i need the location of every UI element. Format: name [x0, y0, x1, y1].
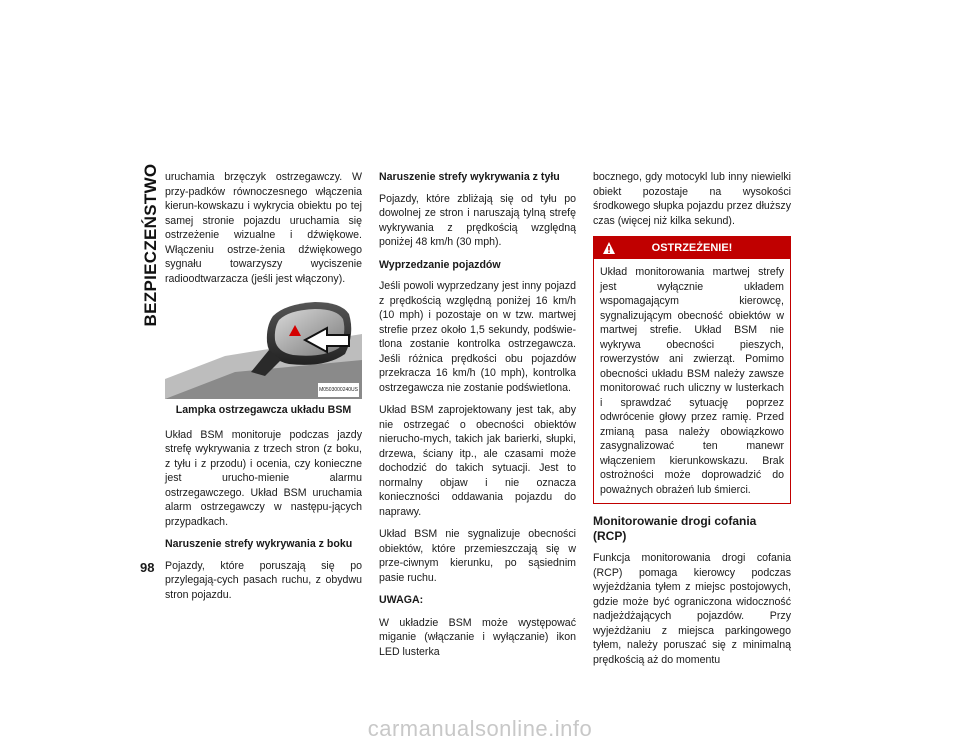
- note-text: W układzie BSM może występować miganie (włączanie i wyłączanie) ikon LED lusterka: [379, 616, 576, 658]
- column-1: [165, 170, 362, 610]
- footer-watermark: carmanualsonline.info: [367, 716, 593, 741]
- paragraph: Układ BSM zaprojektowany jest tak, aby nie ostrzegać o obecności obiektów nierucho-mych, takich jak barierki, słupki, drzewa, ściany itp., ale czasami może dochodzić do takich sytuacji. Jest to normalny objaw i nie oznacza konieczności oddawania pojazdu do naprawy.: [379, 404, 576, 518]
- page-number: 98: [140, 560, 155, 575]
- subheading: Wyprzedzanie pojazdów: [379, 258, 501, 271]
- column-3: [593, 170, 791, 675]
- warning-text: Układ monitorowania martwej strefy jest wyłącznie układem wspomagającym kierowcę, sygnalizującym obecność obiektów w martwej strefie. Układ BSM nie wykrywa obecności pieszych, rowerzystów ani zwierząt. Pomimo obecności układu BSM należy zawsze monitorować ruch uliczny w lusterkach i sprawdzać sytuację poprzez odwrócenie głowy przez ramię. Przed zmianą pasa należy obowiązkowo zasygnalizować ten manewr włączeniem kierunkowskazu. Brak ostrożności może doprowadzić do poważnych obrażeń lub śmierci.: [600, 266, 784, 496]
- section-side-title: [140, 160, 162, 330]
- subheading: Naruszenie strefy wykrywania z tyłu: [379, 171, 560, 183]
- mirror-warning-image: [165, 294, 362, 399]
- note-label: UWAGA:: [379, 594, 424, 606]
- column-2: [379, 170, 576, 667]
- section-side-title-text: BEZPIECZEŃSTWO: [141, 163, 160, 327]
- subheading: Naruszenie strefy wykrywania z boku: [165, 538, 353, 550]
- paragraph: Funkcja monitorowania drogi cofania (RCP) pomaga kierowcy podczas wyjeżdżania tyłem z miejsc postojowych, gdzie może być ograniczona widoczność nadjeżdżających pojazdów. Przy wyjeżdżaniu z miejsca parkingowego tyłem, należy poruszać się z minimalną prędkością aż do momentu: [593, 552, 791, 666]
- image-caption: Lampka ostrzegawcza układu BSM: [175, 404, 352, 416]
- paragraph: uruchamia brzęczyk ostrzegawczy. W przy-padków równoczesnego włączenia kierun-kowskazu i wykrycia obiektu po tej samej stronie pojazdu uruchamia się ostrzeżenie wizualne i dźwiękowe. Włączeniu ostrze-żenia dźwiękowego sygnału towarzyszy wyciszenie radioodtwarzacza (jeśli jest włączony).: [165, 171, 362, 285]
- warning-title: OSTRZEŻENIE!: [651, 242, 733, 254]
- warning-box: [593, 236, 791, 504]
- image-code: M0503000240US: [318, 383, 359, 398]
- warning-header: [594, 237, 790, 259]
- paragraph: Pojazdy, które poruszają się po przylegają-cych pasach ruchu, z obydwu stron pojazdu.: [165, 559, 362, 601]
- paragraph: Jeśli powoli wyprzedzany jest inny pojazd z prędkością względną poniżej 16 km/h (10 mph) i pozostaje on w tzw. martwej strefie przez około 1,5 sekundy, podświe-tlona zostanie kontrolka ostrzegawcza. Jeśli różnica prędkości obu pojazdów przekracza 16 km/h (10 mph), kontrolka ostrzegawcza nie zostanie podświetlona.: [379, 280, 576, 394]
- paragraph: Pojazdy, które zbliżają się od tyłu po dowolnej ze stron i naruszają tylną strefę wykrywania z prędkością względną poniżej 48 km/h (30 mph).: [379, 192, 576, 248]
- warning-triangle-icon: [602, 241, 616, 255]
- paragraph: Układ BSM monitoruje podczas jazdy strefę wykrywania z trzech stron (z boku, z tyłu i z przodu) i ocenia, czy konieczne jest urucho-mienie alarmu ostrzegawczego. Układ BSM uruchamia alarm ostrzegawczy w następu-jących przypadkach.: [165, 428, 362, 528]
- section-heading: Monitorowanie drogi cofania (RCP): [593, 514, 757, 543]
- paragraph: bocznego, gdy motocykl lub inny niewielki obiekt pozostaje na wysokości środkowego słupka pojazdu przez dłuższy czas (więcej niż kilka sekund).: [593, 171, 791, 227]
- paragraph: Układ BSM nie sygnalizuje obecności obiektów, które przemieszczają się w prze-ciwnym kierunku, po sąsiednim pasie ruchu.: [379, 528, 576, 584]
